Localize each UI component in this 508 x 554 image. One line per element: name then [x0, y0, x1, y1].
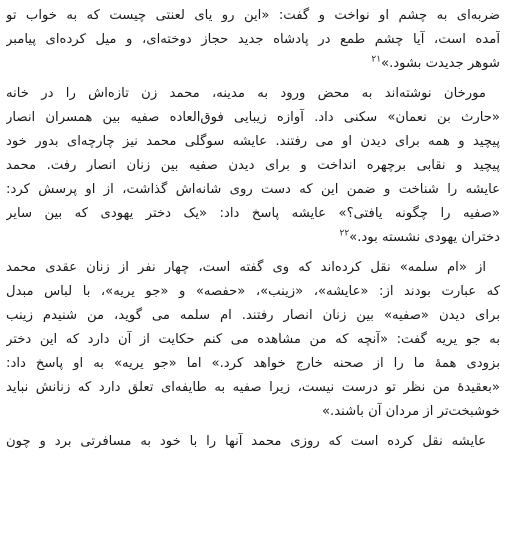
paragraph-1 — [6, 4, 500, 76]
text-line: «بعقیدهٔ من نظر تو درست نیست، زیرا صفیه به طایفه‌ای تعلق دارد که زنانش نباید — [6, 380, 500, 395]
line-text: شوهر جدیدت بشود.» — [381, 56, 500, 71]
footnote-marker: ۲۲ — [339, 228, 350, 239]
line-text: دختران یهودی نشسته بود.» — [349, 230, 500, 245]
text-line: پیچید و نقابی برچهره انداخت و برای دیدن صفیه بین زنان انصار رفت. محمد — [6, 158, 500, 173]
text-line: از «ام سلمه» نقل کرده‌اند که وی گفته است، چهار نفر از زنان عقدی محمد — [6, 260, 486, 275]
text-line: «حارث بن نعمان» سکنی داد. آوازه زیبایی فوق‌العاده صفیه بین همسران انصار — [6, 110, 500, 125]
text-line — [6, 226, 500, 250]
text-line: عایشه نقل کرده است که روزی محمد آنها را با خود به مسافرتی برد و چون — [6, 434, 486, 449]
footnote-marker: ۲۱ — [371, 54, 382, 65]
text-line: آمده است، آیا چشم طمع در پادشاه جدید حجاز دوخته‌ای، و میل کرده‌ای پیامبر — [6, 32, 500, 47]
paragraph-4 — [6, 430, 500, 454]
text-line — [6, 52, 500, 76]
text-line: مورخان نوشته‌اند به محض ورود به مدینه، محمد زن تازه‌اش را در خانه — [6, 86, 486, 101]
text-line: خوشبخت‌تر از مردان آن باشند.» — [321, 404, 500, 419]
text-line: برای دیدن «صفیه» بین زنان انصار رفتند. ام سلمه می گوید، من شنیدم زینب — [6, 308, 500, 323]
text-line: ضربه‌ای به چشم او نواخت و گفت: «این رو یای لعنتی چیست که به خواب تو — [6, 8, 500, 23]
text-line: پیچید و همه برای دیدن او می رفتند. عایشه سوگلی محمد نیز چارچه‌ای بدور خود — [6, 134, 500, 149]
paragraph-3 — [6, 256, 500, 424]
paragraph-2 — [6, 82, 500, 250]
text-line: «صفیه را چگونه یافتی؟» عایشه پاسخ داد: «یک دختر یهودی که بین سایر — [6, 206, 500, 221]
text-line: بزودی همهٔ ما را از صحنه خارج خواهد کرد.» اما «جو یریه» به او پاسخ داد: — [6, 356, 500, 371]
text-line: به جو یریه گفت: «آنچه که من مشاهده می کنم حکایت از آن دارد که این دختر — [6, 332, 500, 347]
text-line: که عبارت بودند از: «عایشه»، «زینب»، «حفصه» و «جو یریه»، با لباس مبدل — [6, 284, 500, 299]
text-line: عایشه را شناخت و ضمن این که دست روی شانه‌اش گذاشت، از او پرسش کرد: — [6, 182, 500, 197]
